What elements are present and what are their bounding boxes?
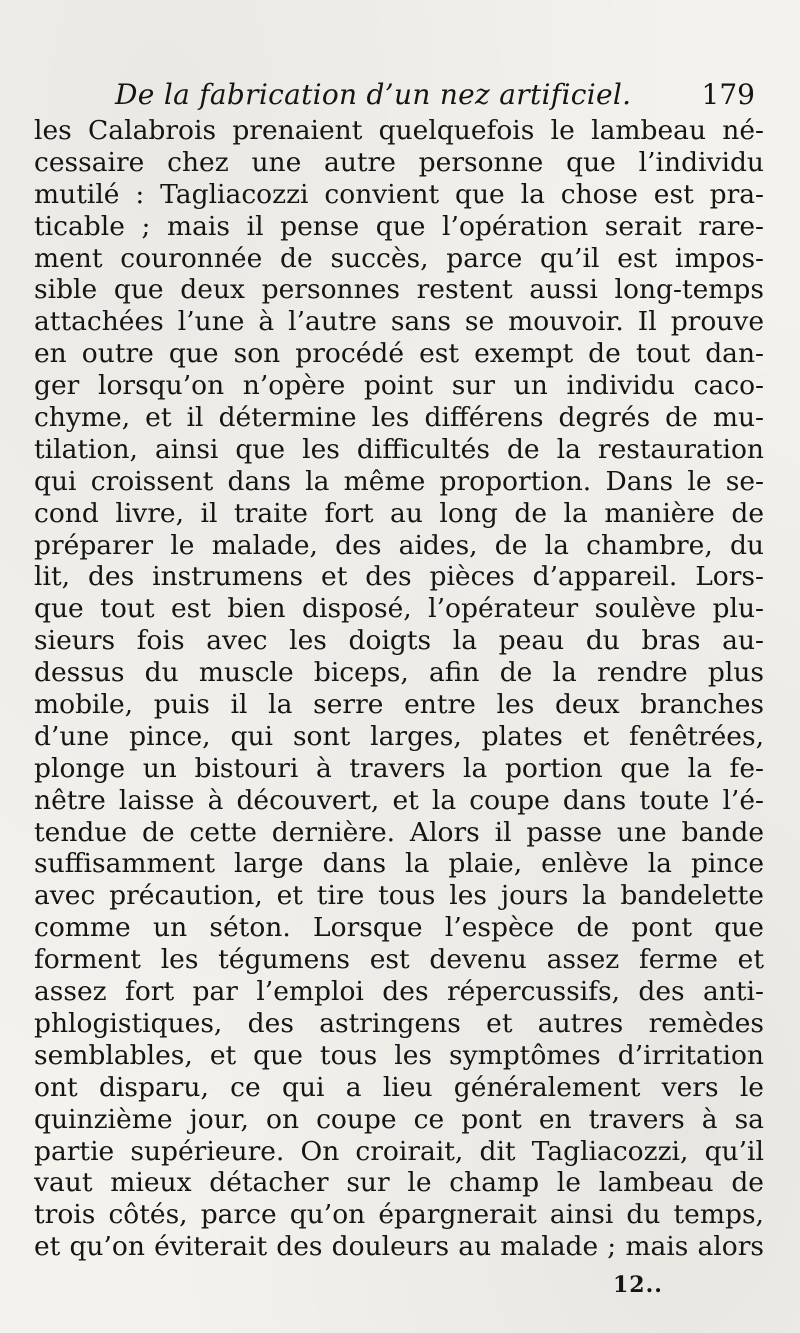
running-title: De la fabrication d’un nez artificiel. (115, 78, 632, 111)
text-line: nêtre laisse à découvert, et la coupe dans toute l’é- (34, 784, 764, 816)
text-line: cond livre, il traite fort au long de la manière de (34, 497, 764, 529)
text-line: et qu’on éviterait des douleurs au malade ; mais alors (34, 1231, 764, 1263)
text-line: ticable ; mais il pense que l’opération serait rare- (34, 210, 764, 242)
text-line: semblables, et que tous les symptômes d’irritation (34, 1039, 764, 1071)
text-line: ment couronnée de succès, parce qu’il est impos- (34, 242, 764, 274)
text-line: chyme, et il détermine les différens degrés de mu- (34, 402, 764, 434)
text-line: les Calabrois prenaient quelquefois le lambeau né- (34, 115, 764, 146)
text-line: assez fort par l’emploi des répercussifs, des anti- (34, 976, 764, 1008)
text-line: suffisamment large dans la plaie, enlève la pince (34, 848, 764, 880)
text-line: sible que deux personnes restent aussi long-temps (34, 274, 764, 306)
text-line: forment les tégumens est devenu assez ferme et (34, 944, 764, 976)
text-line: d’une pince, qui sont larges, plates et fenêtrées, (34, 720, 764, 752)
text-line: phlogistiques, des astringens et autres remèdes (34, 1007, 764, 1039)
text-line: lit, des instrumens et des pièces d’appareil. Lors- (34, 561, 764, 593)
text-line: tendue de cette dernière. Alors il passe une bande (34, 816, 764, 848)
page-number: 179 (701, 78, 755, 111)
text-line: mobile, puis il la serre entre les deux branches (34, 689, 764, 721)
text-line: attachées l’une à l’autre sans se mouvoir. Il prouve (34, 306, 764, 338)
text-line: qui croissent dans la même proportion. Dans le se- (34, 465, 764, 497)
text-line: vaut mieux détacher sur le champ le lambeau de (34, 1167, 764, 1199)
text-line: que tout est bien disposé, l’opérateur soulève plu- (34, 593, 764, 625)
text-line: quinzième jour, on coupe ce pont en travers à sa (34, 1103, 764, 1135)
text-line: sieurs fois avec les doigts la peau du bras au- (34, 625, 764, 657)
text-line: avec précaution, et tire tous les jours la bandelette (34, 880, 764, 912)
signature-mark: 12.. (613, 1272, 663, 1298)
text-line: trois côtés, parce qu’on épargnerait ainsi du temps, (34, 1199, 764, 1231)
body-text (34, 115, 764, 1263)
text-line: dessus du muscle biceps, afin de la rendre plus (34, 657, 764, 689)
text-line: en outre que son procédé est exempt de tout dan- (34, 338, 764, 370)
text-line: cessaire chez une autre personne que l’individu (34, 146, 764, 178)
text-line: ont disparu, ce qui a lieu généralement vers le (34, 1071, 764, 1103)
text-line: plonge un bistouri à travers la portion que la fe- (34, 752, 764, 784)
text-line: comme un séton. Lorsque l’espèce de pont que (34, 912, 764, 944)
text-line: tilation, ainsi que les difficultés de la restauration (34, 433, 764, 465)
text-line: partie supérieure. On croirait, dit Tagliacozzi, qu’il (34, 1135, 764, 1167)
text-line: préparer le malade, des aides, de la chambre, du (34, 529, 764, 561)
text-line: ger lorsqu’on n’opère point sur un individu caco- (34, 370, 764, 402)
page-header (115, 78, 755, 114)
text-line: mutilé : Tagliacozzi convient que la chose est pra- (34, 178, 764, 210)
